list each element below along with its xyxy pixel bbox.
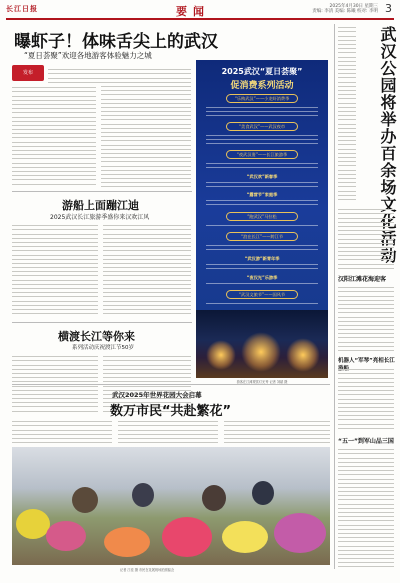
divider <box>12 322 192 323</box>
panel-tag: “夜武汉耍”——长江旅游季 <box>226 150 298 159</box>
photo-credit: 记者 刘斌 摄 <box>269 380 288 384</box>
caption-text: 游客在江滩观赏灯光秀 <box>236 380 269 384</box>
panel-text-line <box>206 249 318 250</box>
panel-item: “武汉游”新青年季 <box>244 256 280 261</box>
editor-credits: 责编: 李清 美编: 陈曦 校对: 李明 <box>312 9 378 14</box>
section-title: 要闻 <box>176 5 210 18</box>
panel-tag: “跑武汉”马拉松 <box>226 212 298 221</box>
panel-text-line <box>206 167 318 168</box>
panel-text-line <box>206 111 318 112</box>
visitor <box>132 483 154 507</box>
panel-text-line <box>206 115 318 116</box>
right-body-4 <box>338 446 394 570</box>
story2-body-col2 <box>103 222 191 318</box>
right-body-2 <box>338 284 394 352</box>
bottom-headline: 数万市民“共赴繁花” <box>110 404 232 419</box>
page-number: 3 <box>385 2 392 15</box>
story2-body-col1 <box>12 222 98 318</box>
masthead <box>6 4 394 18</box>
panel-title: 2025武汉“夏日荟聚” <box>221 67 303 76</box>
panel-text-line <box>206 139 318 140</box>
right-body-3 <box>338 366 394 432</box>
panel-text-line <box>206 283 318 284</box>
panel-tag: “浪在长江”——跨江节 <box>226 232 298 241</box>
panel-text-line <box>206 268 318 269</box>
story2-headline: 游船上面蹦江迪 <box>62 199 139 212</box>
bottom-body-col1 <box>12 418 112 446</box>
panel-text-line <box>206 107 318 108</box>
story3-body-col1 <box>12 353 98 413</box>
story2-subheadline: 2025武汉长江旅游季盛你来汉欢江风 <box>50 214 150 221</box>
lead-headline: 曝虾子！体味舌尖上的武汉 <box>14 32 218 52</box>
panel-text-line <box>206 135 318 136</box>
visitor <box>252 481 274 505</box>
red-flowers <box>162 517 212 557</box>
masthead-rule <box>6 18 394 20</box>
panel-tag: “美食武汉”——武汉夜市 <box>226 122 298 131</box>
right-vertical-title: 武汉公园将举办百余场文化活动 <box>378 26 397 264</box>
pink-flowers <box>46 521 86 551</box>
panel-text-line <box>206 303 318 304</box>
orange-flowers <box>104 527 150 557</box>
column-divider <box>334 24 335 569</box>
divider <box>12 191 192 192</box>
yellow-flowers <box>16 509 50 539</box>
newspaper-logo: 长江日报 <box>6 5 38 13</box>
right-body-narrow <box>338 24 356 204</box>
right-head-2: 机器人“军琴”亮相长江游船 <box>338 358 395 372</box>
panel-text-line <box>206 200 318 201</box>
story3-subheadline: 系列活动庆祝渡江节50岁 <box>72 345 134 351</box>
panel-text-line <box>206 264 318 265</box>
right-head-3: “五一”到军山品三国 <box>338 438 394 445</box>
divider <box>12 384 330 385</box>
panel-text-line <box>206 186 318 187</box>
bottom-photo-caption: 记者 江佳 摄 市民在花展现场拍照留念 <box>120 568 175 572</box>
panel-text-line <box>206 182 318 183</box>
panel-text-line <box>206 204 318 205</box>
panel-text-line <box>206 245 318 246</box>
light-glow <box>286 338 320 372</box>
night-riverside-photo <box>196 310 328 378</box>
purple-flowers <box>274 513 326 553</box>
panel-text-line <box>206 225 318 226</box>
yellow-flowers <box>222 521 268 553</box>
story3-headline: 横渡长江等你来 <box>58 330 135 343</box>
light-glow <box>241 332 281 372</box>
right-head-1: 汉阳江滩花海迎客 <box>338 276 387 283</box>
bottom-body-col2 <box>118 418 218 446</box>
panel-tag: “乐购武汉”——小龙虾消费季 <box>226 94 298 103</box>
bottom-body-col3 <box>224 418 330 446</box>
panel-text-line <box>206 143 318 144</box>
visitor <box>202 485 226 511</box>
release-badge: 发布 <box>12 65 44 81</box>
panel-item: “露营节”家庭季 <box>246 192 278 197</box>
panel-item: “武汉欢”新春季 <box>246 174 278 179</box>
panel-subtitle: 促消费系列活动 <box>230 81 294 91</box>
visitor <box>72 487 98 513</box>
lead-body-col2 <box>101 66 191 188</box>
panel-item: “夜汉光”乐游季 <box>246 275 278 280</box>
panel-tag: “武汉文旅节”——国风节 <box>226 290 298 299</box>
light-glow <box>206 340 236 370</box>
date-line <box>312 4 378 14</box>
date-text: 2025年4月30日 星期三 <box>329 4 378 9</box>
right-body-1 <box>338 206 394 270</box>
lead-subheadline: “夏日荟聚”欢迎各地游客体验魅力之城 <box>24 51 152 60</box>
flower-show-photo <box>12 447 330 565</box>
bottom-kicker: 武汉2025年世界花园大会启幕 <box>112 391 202 399</box>
lead-body-col1 <box>12 84 96 188</box>
promo-panel <box>196 60 328 310</box>
panel-text-line <box>206 163 318 164</box>
